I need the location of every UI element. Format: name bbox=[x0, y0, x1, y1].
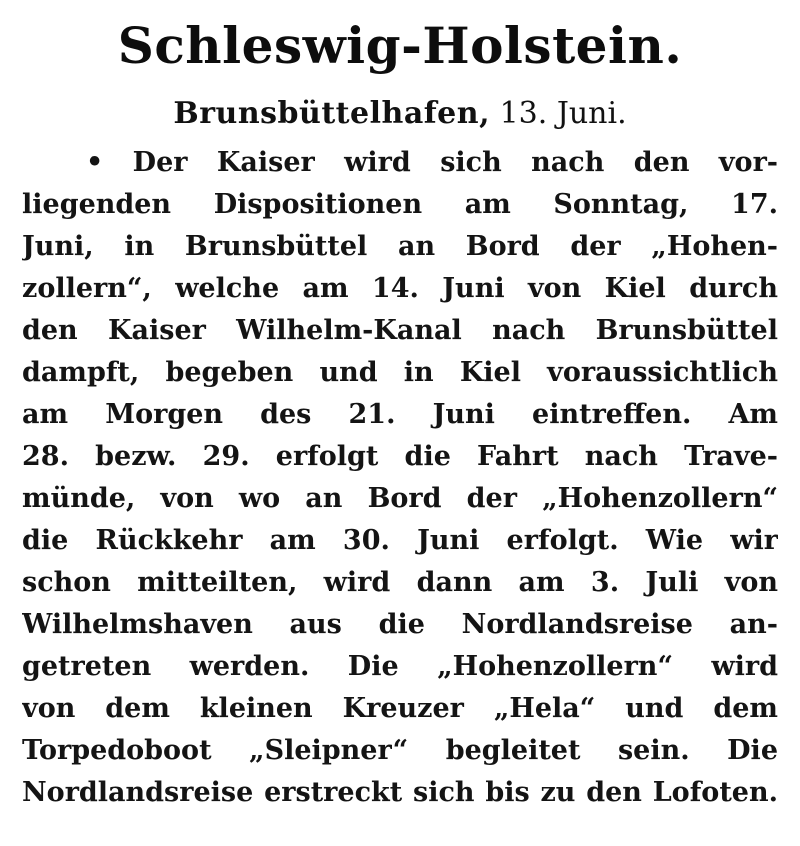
article-line: schon mitteilten, wird dann am 3. Juli von bbox=[22, 567, 778, 598]
article-line: den Kaiser Wilhelm-Kanal nach Brunsbüttel bbox=[22, 315, 778, 346]
article-line: Nordlandsreise erstreckt sich bis zu den Lofoten. bbox=[22, 777, 778, 808]
article-line: dampft, begeben und in Kiel voraussichtlich bbox=[22, 357, 778, 388]
article-line: getreten werden. Die „Hohenzollern“ wird bbox=[22, 651, 778, 682]
article-line: liegenden Dispositionen am Sonntag, 17. bbox=[22, 189, 778, 220]
article-line: Torpedoboot „Sleipner“ begleitet sein. Die bbox=[22, 735, 778, 766]
article-line: zollern“, welche am 14. Juni von Kiel durch bbox=[22, 273, 778, 304]
dateline-place: Brunsbüttelhafen, bbox=[173, 96, 491, 131]
article-line: • Der Kaiser wird sich nach den vor- bbox=[86, 147, 778, 178]
dateline bbox=[0, 94, 800, 134]
dateline-date: 13. Juni. bbox=[499, 96, 627, 131]
article-line: die Rückkehr am 30. Juni erfolgt. Wie wir bbox=[22, 525, 778, 556]
article-line: 28. bezw. 29. erfolgt die Fahrt nach Trave- bbox=[22, 441, 778, 472]
article-line: Wilhelmshaven aus die Nordlandsreise an- bbox=[22, 609, 778, 640]
article-line: am Morgen des 21. Juni eintreffen. Am bbox=[22, 399, 778, 430]
article-line: Juni, in Brunsbüttel an Bord der „Hohen- bbox=[22, 231, 778, 262]
article-line: münde, von wo an Bord der „Hohenzollern“ bbox=[22, 483, 778, 514]
article-body bbox=[22, 142, 778, 814]
article-line: von dem kleinen Kreuzer „Hela“ und dem bbox=[22, 693, 778, 724]
section-heading: Schleswig-Holstein. bbox=[117, 16, 683, 75]
